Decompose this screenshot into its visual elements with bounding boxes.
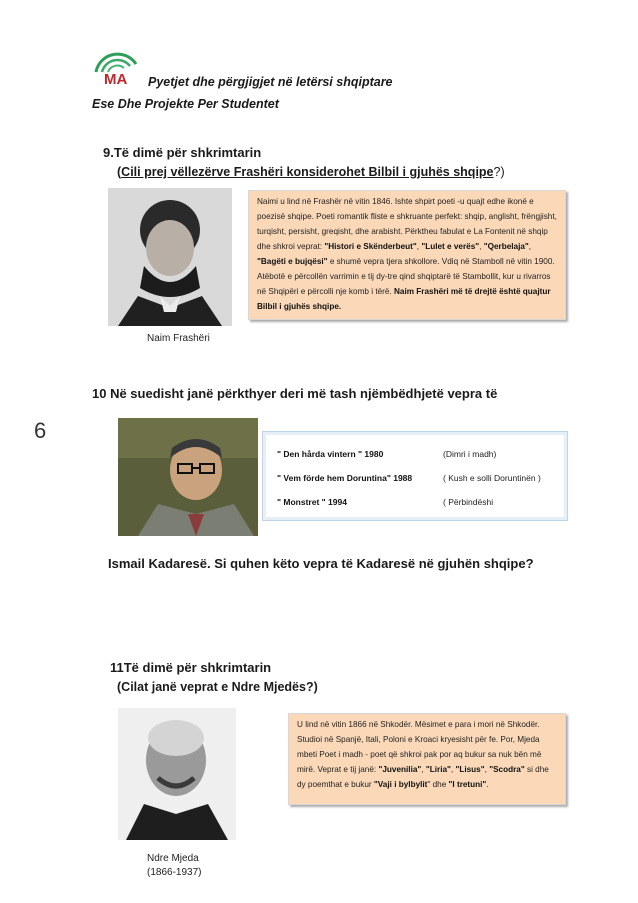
q11-question: Cilat janë veprat e Ndre Mjedës?) [121, 680, 318, 694]
svg-text:MA: MA [104, 71, 128, 88]
naim-frasheri-portrait [108, 188, 232, 326]
publisher-logo [88, 42, 144, 90]
ndre-mjeda-caption: Ndre Mjeda [147, 853, 199, 864]
q10-title: 10 Në suedisht janë përkthyer deri më tash njëmbëdhjetë vepra të [92, 386, 498, 401]
q10-question: Ismail Kadaresë. Si quhen këto vepra të Kadaresë në gjuhën shqipe? [108, 556, 534, 571]
work-row: " Vem förde hem Doruntina" 1988 ( Kush e solli Doruntinën ) [277, 473, 541, 483]
header-title: Pyetjet dhe përgjigjet në letërsi shqiptare [148, 75, 393, 89]
work-row: " Monstret " 1994 ( Përbindëshi [277, 497, 494, 507]
q9-question: Cili prej vëllezërve Frashëri konsiderohet Bilbil i gjuhës shqipe [121, 165, 494, 179]
q9-bio-box: Naimi u lind në Frashër në vitin 1846. Ishte shpirt poeti -u quajt edhe ikonë e poezisë shqipe. Poeti romantik fliste e shkruante perfekt: shqip, anglisht, frëngjisht, turqisht, persisht, greqisht, dhe arabisht. Përktheu fabulat e La Fontenit në shqip dhe shkroi veprat: "Histori e Skënderbeut", "Lulet e verës", "Qerbelaja", "Bagëti e bujqësi" e shumë vepra tjera shkollore. Vdiq në Stamboll në vitin 1900. Atëbotë e përcollën varrimin e tij dy-tre qind shqiptarë të Stambollit, kur u rivarros në Shqipëri e përcolli nje komb i tërë. Naim Frashëri më të drejtë është quajtur Bilbil i gjuhës shqipe. [248, 190, 566, 320]
ndre-mjeda-years: (1866-1937) [147, 867, 202, 878]
ismail-kadare-portrait [118, 418, 258, 536]
naim-frasheri-caption: Naim Frashëri [147, 333, 210, 344]
work-row: " Den hårda vintern " 1980 (Dimri i madh) [277, 449, 497, 459]
q11-subtitle: (Cilat janë veprat e Ndre Mjedës?) [117, 680, 318, 694]
ndre-mjeda-portrait [118, 708, 236, 840]
q9-subtitle: (Cili prej vëllezërve Frashëri konsiderohet Bilbil i gjuhës shqipe?) [117, 165, 505, 179]
kadare-works-box [262, 431, 568, 521]
page-number: 6 [34, 418, 47, 443]
q11-title: 11Të dimë për shkrimtarin [110, 660, 272, 675]
q9-title: 9.Të dimë për shkrimtarin [103, 145, 262, 160]
q11-bio-box: U lind në vitin 1866 në Shkodër. Mësimet e para i mori në Shkodër. Studioi në Spanjë, Itali, Poloni e Kroaci kryesisht për fe. Por, Mjeda mbeti Poet i madh - poet që shkroi pak por aq bukur sa nuk bën më mirë. Veprat e tij janë: "Juvenilia", "Liria", "Lisus", "Scodra" si dhe dy poemthat e bukur "Vaji i bylbylit" dhe "I tretuni". [288, 713, 566, 805]
header-subtitle: Ese Dhe Projekte Per Studentet [92, 97, 279, 111]
